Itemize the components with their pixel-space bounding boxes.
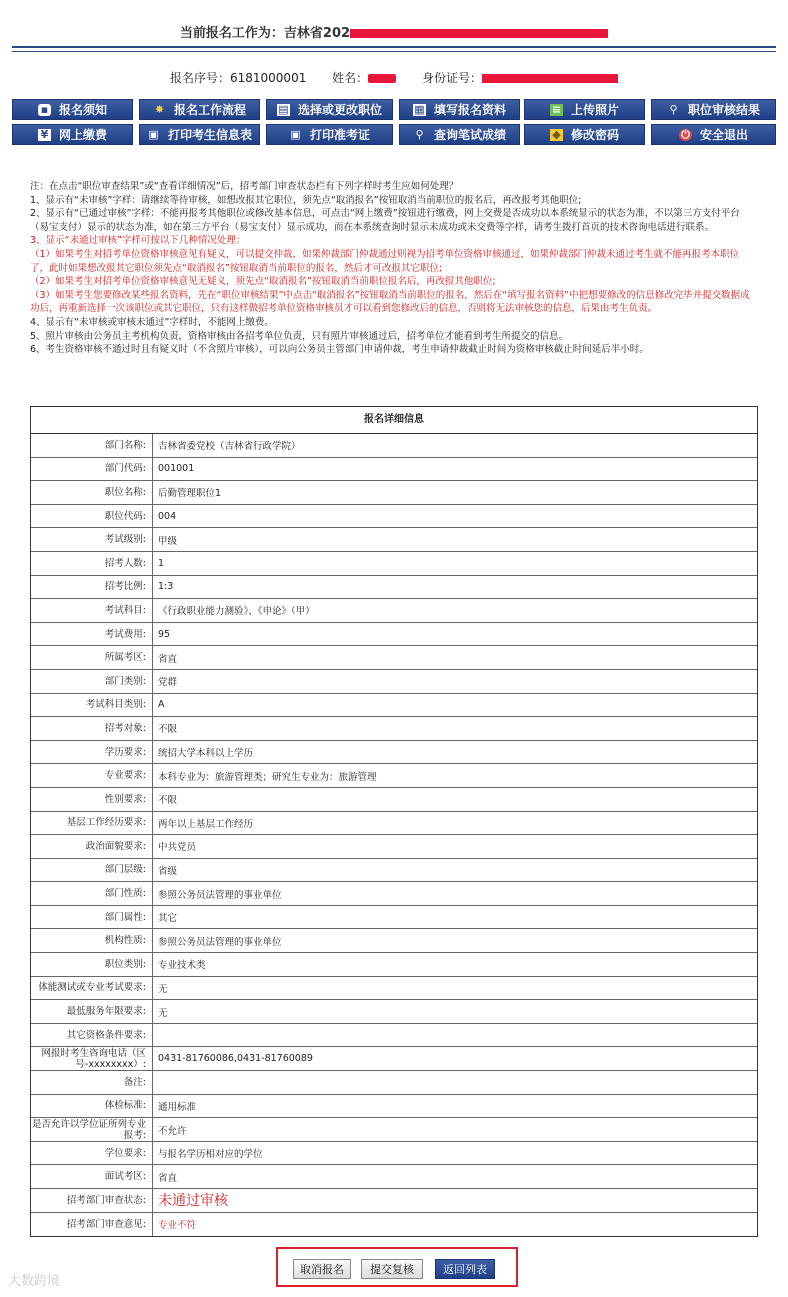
nav-label: 报名工作流程: [173, 103, 246, 117]
note-line: 6、考生资格审核不通过时且有疑义时（不含照片审核），可以向公务员主管部门申请仲裁，考生申请仲裁截止时间为资格审核截止时间延后半小时。: [30, 344, 649, 356]
detail-value: 通用标准: [158, 1101, 197, 1113]
header-divider-thin: [12, 51, 776, 52]
detail-row: [31, 1024, 757, 1048]
submit-review-button[interactable]: 提交复核: [361, 1259, 423, 1279]
book-icon: ▤: [278, 102, 289, 116]
detail-title: 报名详细信息: [31, 407, 757, 434]
detail-row: [31, 929, 757, 953]
detail-key: 体能测试或专业考试要求:: [31, 977, 153, 1000]
nav-label: 修改密码: [570, 128, 619, 142]
detail-key: 招考对象:: [31, 717, 153, 740]
detail-key: 考试级别:: [31, 528, 153, 551]
detail-row: [31, 481, 757, 505]
detail-row: [31, 528, 757, 552]
detail-key: 体检标准:: [31, 1095, 153, 1118]
detail-key: 基层工作经历要求:: [31, 812, 153, 835]
form-icon: ▦: [414, 102, 425, 116]
name-label: 姓名：: [332, 71, 369, 85]
back-to-list-button[interactable]: 返回列表: [435, 1259, 495, 1279]
detail-value: 本科专业为：旅游管理类；研究生专业为：旅游管理: [158, 771, 377, 783]
nav-print-info-button[interactable]: [139, 124, 260, 145]
detail-value: 参照公务员法管理的事业单位: [158, 936, 282, 948]
detail-key: 网报时考生咨询电话（区号-xxxxxxxx）:: [31, 1047, 153, 1070]
detail-key: 性别要求:: [31, 788, 153, 811]
detail-key: 考试费用:: [31, 623, 153, 646]
detail-value: 中共党员: [158, 842, 197, 854]
detail-key: 最低服务年限要求:: [31, 1000, 153, 1023]
detail-row: [31, 1118, 757, 1142]
magnifier-icon: ⚲: [669, 102, 678, 116]
detail-row: [31, 764, 757, 788]
detail-row: [31, 1047, 757, 1071]
detail-value: 党群: [158, 677, 178, 689]
detail-value: 1: [158, 557, 165, 569]
main-nav: [12, 99, 776, 146]
detail-row: [31, 1165, 757, 1189]
nav-label: 打印准考证: [309, 128, 370, 142]
detail-key: 政治面貌要求:: [31, 835, 153, 858]
detail-key: 部门属性:: [31, 906, 153, 929]
detail-key: 备注:: [31, 1071, 153, 1094]
redacted-block: [350, 29, 608, 38]
reg-no-value: 6181000001: [229, 71, 307, 85]
nav-audit-result-button[interactable]: [651, 99, 776, 120]
detail-value: 两年以上基层工作经历: [158, 818, 254, 830]
instructions-notes: [30, 180, 758, 357]
redacted-name: [368, 74, 396, 83]
nav-label: 打印考生信息表: [167, 128, 252, 142]
audit-opinion-value: 专业不符: [158, 1220, 197, 1232]
detail-row: [31, 576, 757, 600]
gear-icon: ✸: [154, 102, 165, 116]
detail-key: 招考部门审查状态:: [31, 1189, 153, 1212]
detail-key: 学位要求:: [31, 1142, 153, 1165]
detail-row: [31, 906, 757, 930]
detail-key: 招考比例:: [31, 576, 153, 599]
detail-value: [153, 1024, 757, 1047]
detail-key: 面试考区:: [31, 1165, 153, 1188]
audit-status-value: 未通过审核: [158, 1193, 228, 1210]
detail-value: 001001: [158, 463, 195, 475]
detail-row: [31, 646, 757, 670]
detail-row: [31, 741, 757, 765]
detail-value: 后勤管理职位1: [158, 488, 222, 500]
detail-row: [31, 977, 757, 1001]
detail-key: 招考部门审查意见:: [31, 1213, 153, 1237]
detail-row: [31, 694, 757, 718]
detail-value: 不限: [158, 795, 178, 807]
detail-row: [31, 505, 757, 529]
nav-change-password-button[interactable]: [524, 124, 645, 145]
detail-key: 招考人数:: [31, 552, 153, 575]
detail-value: 其它: [158, 913, 178, 925]
detail-row: [31, 623, 757, 647]
detail-row: [31, 670, 757, 694]
redacted-id: [482, 74, 618, 83]
nav-label: 查询笔试成绩: [433, 128, 506, 142]
detail-row: [31, 1000, 757, 1024]
detail-row: [31, 599, 757, 623]
printer-icon: ▣: [290, 127, 301, 141]
detail-key: 职位名称:: [31, 481, 153, 504]
note-line: （1）如果考生对招考单位资格审核意见有疑义，可以提交仲裁，如果仲裁部门仲裁通过则视为招考单位资格审核通过，如果仲裁部门仲裁未通过考生就不能再报考本职位了，此时如果想改报其它职位须先点“取消报名”按钮取消当前职位的报名，然后才可改报其它职位;: [30, 248, 740, 274]
detail-key: 所属考区:: [31, 646, 153, 669]
detail-value: 1:3: [158, 581, 174, 593]
action-bar: [276, 1247, 518, 1287]
note-line: 1、显示有“未审核”字样：请继续等待审核，如想改报其它职位，须先点“取消报名”按钮取消当前职位的报名后，再改报考其他职位;: [30, 194, 582, 206]
watermark-text: 大数跨境: [8, 1274, 61, 1289]
detail-value: 004: [158, 510, 177, 522]
detail-value: 甲级: [158, 535, 178, 547]
detail-row: [31, 953, 757, 977]
note-line: 5、照片审核由公务员主考机构负责，资格审核由各招考单位负责，只有照片审核通过后，招考单位才能看到考生所提交的信息。: [30, 330, 569, 342]
detail-key: 专业要求:: [31, 764, 153, 787]
detail-value: 统招大学本科以上学历: [158, 748, 254, 760]
detail-row: [31, 1213, 757, 1237]
chat-icon: ▪: [38, 104, 51, 116]
detail-row: [31, 1071, 757, 1095]
detail-key: 其它资格条件要求:: [31, 1024, 153, 1047]
nav-label: 安全退出: [699, 128, 748, 142]
detail-row: [31, 859, 757, 883]
note-line: 3、显示“未通过审核”字样可按以下几种情况处理：: [30, 235, 246, 247]
detail-key: 职位代码:: [31, 505, 153, 528]
registration-title-text: 当前报名工作为：吉林省202: [179, 26, 351, 41]
detail-row: [31, 1142, 757, 1166]
detail-key: 是否允许以学位证所列专业报考:: [31, 1118, 153, 1141]
nav-upload-photo-button[interactable]: [524, 99, 645, 120]
detail-key: 机构性质:: [31, 929, 153, 952]
applicant-info: [0, 69, 788, 86]
detail-row: [31, 788, 757, 812]
detail-value: 省直: [158, 653, 178, 665]
printer-icon: ▣: [148, 127, 159, 141]
nav-notice-button[interactable]: [12, 99, 133, 120]
nav-query-score-button[interactable]: [399, 124, 520, 145]
nav-print-ticket-button[interactable]: [266, 124, 393, 145]
detail-value: [153, 1071, 757, 1094]
lock-icon: ◆: [550, 129, 563, 141]
registration-detail-table: [30, 406, 758, 1237]
detail-value: 省直: [158, 1172, 178, 1184]
cancel-registration-button[interactable]: 取消报名: [293, 1259, 351, 1279]
detail-value: 专业技术类: [158, 960, 206, 972]
detail-value: 省级: [158, 865, 178, 877]
note-line: （3）如果考生您要修改某些报名资料，先在“职位审核结果”中点击“取消报名”按钮取消当前职位的报名，然后在“填写报名资料”中把想要修改的信息修改完毕并提交数据成功后，再重新选择一次该职位或其它职位，只有这样做招考单位资格审核员才可以看到您修改后的信息，否则将无法审核您的信息，后果由考生负责。: [30, 289, 750, 315]
nav-select-position-button[interactable]: [266, 99, 393, 120]
detail-row: [31, 812, 757, 836]
id-label: 身份证号：: [422, 71, 483, 85]
detail-value: 95: [158, 628, 171, 640]
detail-value: 与报名学历相对应的学位: [158, 1149, 263, 1161]
detail-row: [31, 434, 757, 458]
nav-logout-button[interactable]: [651, 124, 776, 145]
exit-icon: ⏻: [679, 129, 692, 141]
note-line: （2）如果考生对招考单位资格审核意见无疑义，须先点“取消报名”按钮取消当前职位报名后，再改报其他职位;: [30, 276, 496, 288]
nav-online-payment-button[interactable]: [12, 124, 133, 145]
detail-key: 部门类别:: [31, 670, 153, 693]
nav-label: 选择或更改职位: [297, 103, 382, 117]
nav-label: 职位审核结果: [687, 103, 760, 117]
detail-key: 部门名称:: [31, 434, 153, 457]
detail-key: 考试科目类别:: [31, 694, 153, 717]
detail-value: 无: [158, 1007, 168, 1019]
detail-key: 部门代码:: [31, 458, 153, 481]
nav-label: 网上缴费: [58, 128, 107, 142]
detail-key: 部门层级:: [31, 859, 153, 882]
detail-value: 吉林省委党校（吉林省行政学院）: [158, 441, 301, 453]
detail-key: 职位类别:: [31, 953, 153, 976]
note-line: 注：在点击“职位审查结果”或“查看详细情况”后，招考部门审查状态栏有下列字样时考生应如何处理？: [30, 181, 459, 192]
note-line: 2、显示有“已通过审核”字样：不能再报考其他职位或修改基本信息，可点击“网上缴费”按钮进行缴费，网上交费是否成功以本系统显示的状态为准，不以第三方支付平台（易宝支付）显示的状态为准，如在第三方平台（易宝支付）显示成功，而在本系统查询时显示未成功或未交费等字样，请考生拨打首页的技术咨询电话进行联系。: [30, 208, 740, 233]
reg-no-label: 报名序号：: [169, 71, 230, 85]
detail-key: 部门性质:: [31, 882, 153, 905]
detail-key: 考试科目:: [31, 599, 153, 622]
stack-icon: ≡: [551, 102, 562, 116]
yen-icon: ¥: [38, 129, 51, 141]
detail-value: 不限: [158, 724, 178, 736]
detail-row: [31, 1095, 757, 1119]
detail-key: 学历要求:: [31, 741, 153, 764]
search-icon: ⚲: [415, 127, 424, 141]
nav-workflow-button[interactable]: [139, 99, 260, 120]
nav-label: 上传照片: [570, 103, 619, 117]
detail-value: 无: [158, 983, 168, 995]
detail-row: [31, 717, 757, 741]
detail-row: [31, 552, 757, 576]
detail-row: [31, 1189, 757, 1213]
detail-row: [31, 458, 757, 482]
detail-value: A: [158, 699, 165, 711]
detail-value: 0431-81760086,0431-81760089: [158, 1053, 313, 1065]
nav-label: 填写报名资料: [433, 103, 506, 117]
detail-row: [31, 835, 757, 859]
detail-value: 不允许: [158, 1125, 187, 1137]
detail-value: 参照公务员法管理的事业单位: [158, 889, 282, 901]
detail-value: 《行政职业能力测验》、《申论》（甲）: [158, 606, 315, 618]
detail-row: [31, 882, 757, 906]
nav-fill-form-button[interactable]: [399, 99, 520, 120]
current-registration-title: [0, 22, 788, 41]
note-line: 4、显示有“未审核或审核未通过”字样时，不能网上缴费。: [30, 316, 274, 328]
nav-label: 报名须知: [58, 103, 107, 117]
header-divider: [12, 46, 776, 48]
